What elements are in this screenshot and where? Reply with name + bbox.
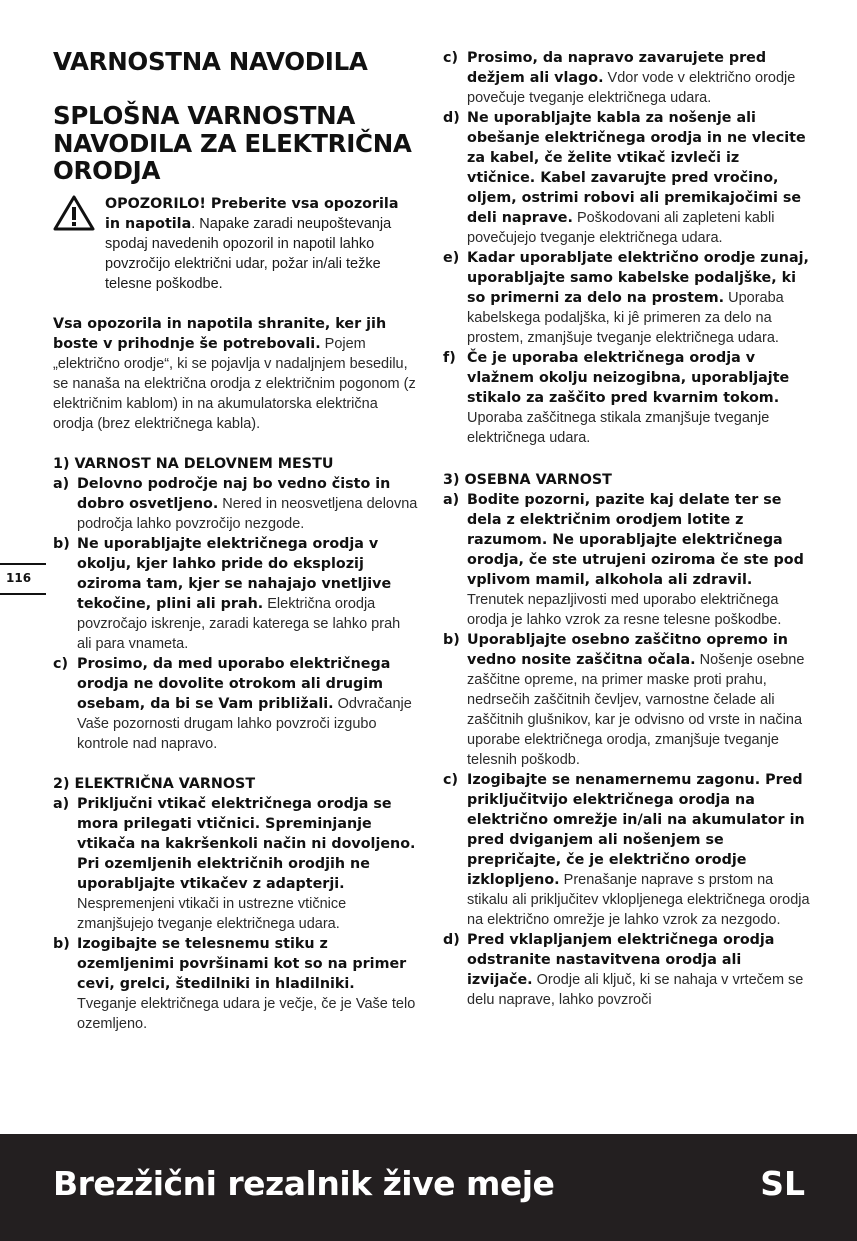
list-item: a) Bodite pozorni, pazite kaj delate ter se dela z električnim orodjem lotite z razumom. Ne uporabljajte električnega orodja, če ste utrujeni oziroma če ste pod vplivom mamil, alkohola ali zdravil. Trenutek nepazljivosti med uporabo električnega orodja je lahko vzrok za resne telesne poškodbe. — [443, 492, 804, 628]
product-title: Brezžični rezalnik žive meje — [53, 1164, 555, 1203]
section-title: 2) ELEKTRIČNA VARNOST — [53, 775, 256, 792]
list-item: c) Prosimo, da napravo zavarujete pred dežjem ali vlago. Vdor vode v električno orodje povečuje tveganje električnega udara. — [443, 50, 796, 106]
list-item: d) Ne uporabljajte kabla za nošenje ali obešanje električnega orodja in ne vlecite za kabel, če želite vtikač izvleči iz vtičnice. Kabel zavarujte pred vročino, oljem, ostrimi robovi ali premikajočimi se deli naprave. Poškodovani ali zapleteni kabli povečujejo tveganje električnega udara. — [443, 110, 806, 246]
keep-instructions — [53, 314, 418, 434]
right-column — [443, 48, 811, 1010]
page-number: 116 — [6, 571, 32, 585]
divider — [0, 563, 46, 565]
page-title: VARNOSTNA NAVODILA — [53, 47, 368, 76]
list-item: b) Ne uporabljajte električnega orodja v okolju, kjer lahko pride do eksplozij oziroma tam, kjer se nahajajo vnetljive tekočine, plini ali prah. Električna orodja povzročajo iskrenje, zaradi katerega se lahko prah ali para vnameta. — [53, 535, 401, 652]
list-item: c) Prosimo, da med uporabo električnega orodja ne dovolite otrokom ali drugim osebam, da bi se Vam približali. Odvračanje Vaše pozornosti drugam lahko povzroči izgubo kontrole nad napravo. — [53, 655, 412, 752]
section-title: 1) VARNOST NA DELOVNEM MESTU — [53, 455, 334, 472]
warning-triangle-icon — [53, 195, 95, 231]
section-electrical-safety — [53, 774, 418, 1034]
warning-text: . Napake zaradi neupoštevanja spodaj navedenih opozoril in napotil lahko povzročijo električni udar, požar in/ali težke telesne poškodbe. — [105, 215, 392, 292]
list-item: a) Delovno področje naj bo vedno čisto in dobro osvetljeno. Nered in neosvetljena delovna področja lahko povzročijo nezgode. — [53, 475, 418, 532]
list-item: e) Kadar uporabljate električno orodje zunaj, uporabljajte samo kabelske podaljške, ki so primerni za delo na prostem. Uporaba kabelskega podaljška, ki jê primeren za delo na prostem, zmanjšuje tveganje električnega udara. — [443, 250, 809, 346]
list-item: b) Izogibajte se telesnemu stiku z ozemljenimi površinami kot so na primer cevi, grelci, štedilniki in hladilniki. Tveganje električnega udara je večje, če je Vaše telo ozemljeno. — [53, 935, 416, 1032]
divider — [0, 593, 46, 595]
keep-bold: Vsa opozorila in napotila shranite, ker jih boste v prihodnje še potrebovali. — [53, 315, 387, 352]
left-column — [53, 48, 418, 1034]
keep-text: Pojem „električno orodje“, ki se pojavlja v nadaljnjem besedilu, se nanaša na električna orodja z električnim pogonom (z električnim kablom) in na akumulatorska električna orodja (brez električnega kabla). — [53, 335, 416, 432]
list-item: f) Če je uporaba električnega orodja v vlažnem okolju neizogibna, uporabljajte stikalo za zaščito pred kvarnim tokom. Uporaba zaščitnega stikala zmanjšuje tveganje električnega udara. — [443, 350, 790, 446]
section-personal-safety — [443, 470, 811, 1010]
list-item: a) Priključni vtikač električnega orodja se mora prilegati vtičnici. Spreminjanje vtikača na kakršenkoli način ni dovoljeno. Pri ozemljenih električnih orodjih ne uporabljajte vtikačev z adapterji. Nespremenjeni vtikači in ustrezne vtičnice zmanjšujejo tveganje električnega udara. — [53, 795, 416, 932]
list-item: b) Uporabljajte osebno zaščitno opremo in vedno nosite zaščitna očala. Nošenje osebne zaščitne opreme, na primer maske proti prahu, nedrsečih zaščitnih čevljev, varnostne čelade ali zaščitnih glušnikov, kar je odvisno od vrste in načina uporabe električnega orodja, zmanjšuje tveganje telesnih poškodb. — [443, 632, 805, 768]
language-code: SL — [760, 1164, 805, 1203]
section-title: 3) OSEBNA VARNOST — [443, 472, 612, 488]
section-heading: SPLOŠNA VARNOSTNA NAVODILA ZA ELEKTRIČNA ORODJA — [53, 101, 412, 185]
page-number-tab — [0, 563, 46, 596]
list-item: d) Pred vklapljanjem električnega orodja odstranite nastavitvena orodja ali izvijače. Orodje ali ključ, ki se nahaja v vrtečem se delu naprave, lahko povzroči — [443, 932, 804, 1008]
section-work-area — [53, 454, 418, 754]
list-item: c) Izogibajte se nenamernemu zagonu. Pred priključitvijo električnega orodja na električno omrežje in/ali na akumulator in pred dviganjem ali nošenjem se prepričajte, če je električno orodje izklopljeno. Prenašanje naprave s prstom na stikalu ali priključitev vklopljenega električnega orodja na električno omrežje je lahko vzrok za nezgodo. — [443, 772, 810, 928]
footer-bar — [0, 1134, 857, 1241]
warning-notice — [53, 194, 418, 294]
warning-bold: OPOZORILO! Preberite vsa opozorila in napotila — [105, 195, 399, 232]
